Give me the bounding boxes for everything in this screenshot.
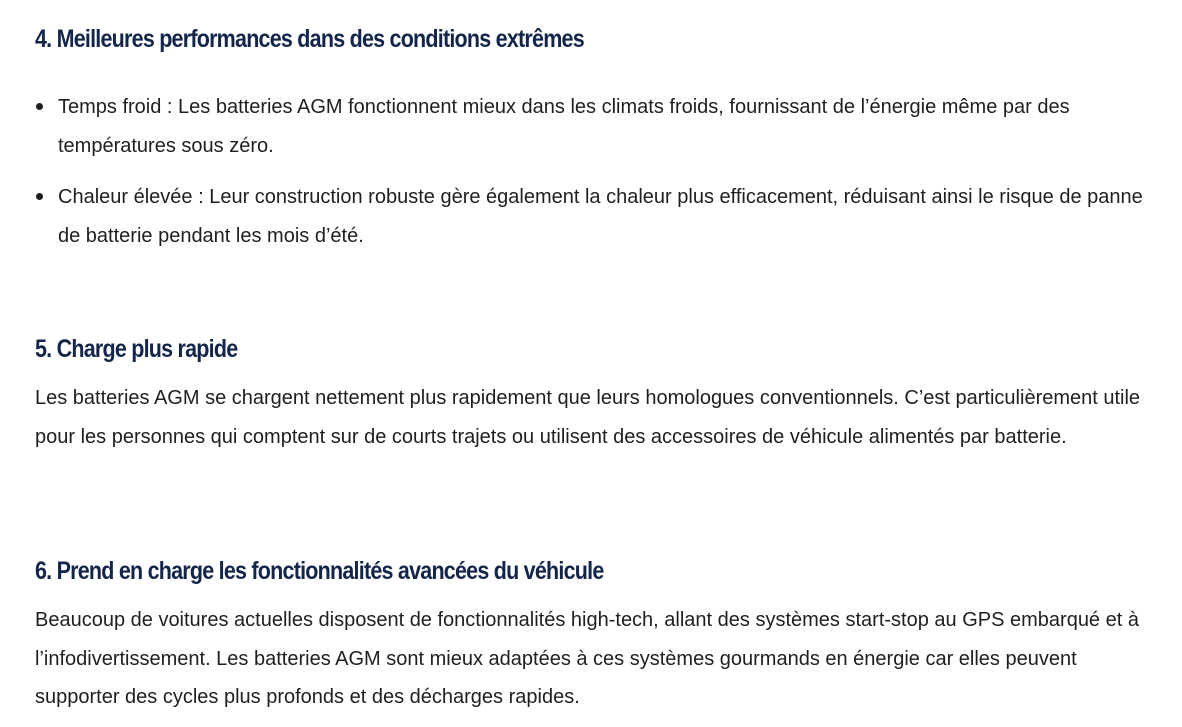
section-6-paragraph: Beaucoup de voitures actuelles disposent de fonctionnalités high-tech, allant des systèmes start-stop au GPS embarqué et à l’infodivertissement. Les batteries AGM sont mieux adaptées à ces systèmes gourmands en énergie car elles peuvent supporter des cycles plus profonds et des décharges rapides. bbox=[35, 609, 1139, 708]
list-item bbox=[35, 178, 1145, 255]
section-6-heading: 6. Prend en charge les fonctionnalités avancées du véhicule bbox=[35, 557, 604, 585]
section-5-paragraph: Les batteries AGM se chargent nettement plus rapidement que leurs homologues conventionnels. C’est particulièrement utile pour les personnes qui comptent sur de courts trajets ou utilisent des accessoires de véhicule alimentés par batterie. bbox=[35, 387, 1141, 448]
list-item bbox=[35, 88, 1145, 165]
bullet-text: Chaleur élevée : Leur construction robuste gère également la chaleur plus efficacement, réduisant ainsi le risque de panne de batterie pendant les mois d’été. bbox=[58, 186, 1143, 247]
section-4-heading: 4. Meilleures performances dans des conditions extrêmes bbox=[35, 25, 584, 53]
bullet-text: Temps froid : Les batteries AGM fonctionnent mieux dans les climats froids, fournissant de l’énergie même par des températures sous zéro. bbox=[58, 96, 1070, 157]
bullet-dot-icon bbox=[36, 103, 43, 110]
section-4-bullet-list bbox=[35, 88, 1145, 268]
section-5-heading: 5. Charge plus rapide bbox=[35, 335, 238, 363]
bullet-dot-icon bbox=[36, 193, 43, 200]
